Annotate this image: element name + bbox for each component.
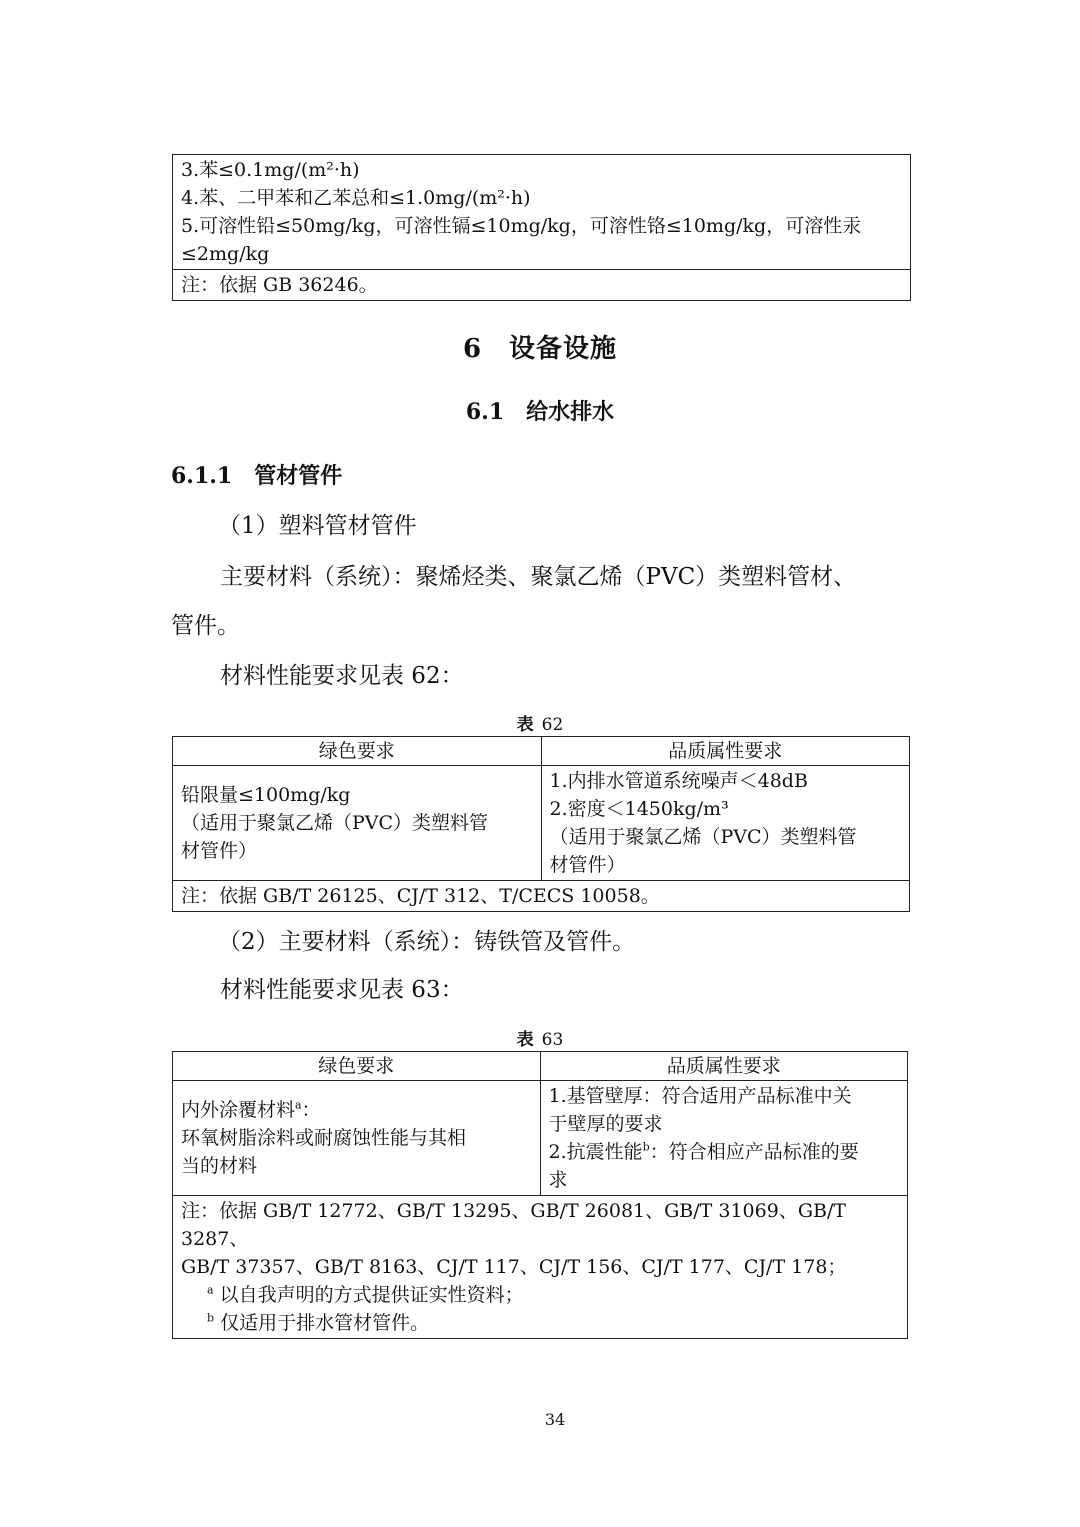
cell-text: 2.抗震性能 — [548, 1141, 643, 1163]
cell-line: 环氧树脂涂料或耐腐蚀性能与其相 — [181, 1127, 467, 1149]
table-62 — [172, 736, 910, 912]
cell-line: 1.基管壁厚：符合适用产品标准中关 — [548, 1085, 852, 1107]
paragraph-ref-table-63: 材料性能要求见表 63： — [220, 977, 464, 1003]
cell-line: 材管件） — [549, 854, 626, 876]
table-63 — [172, 1051, 908, 1339]
table-line: ≤2mg/kg — [181, 243, 270, 265]
cell-text: ： — [301, 1099, 321, 1121]
table-63-caption — [0, 1025, 1080, 1050]
caption-label: 表 — [516, 715, 534, 735]
header-green: 绿色要求 — [173, 737, 542, 766]
footnote-text: 以自我声明的方式提供证实性资料； — [213, 1284, 524, 1306]
cell-green-requirement — [173, 1081, 541, 1196]
table-62-caption — [0, 710, 1080, 735]
continued-table — [172, 154, 911, 301]
footnote-mark: a — [207, 1283, 214, 1297]
cell-text: ：符合相应产品标准的要 — [649, 1141, 859, 1163]
section-heading: 6 设备设施 — [462, 334, 618, 364]
cell-line: 铅限量≤100mg/kg — [181, 784, 351, 806]
cell-quality-requirement — [540, 1081, 908, 1196]
page-number: 34 — [544, 1410, 566, 1429]
cell-line: 求 — [548, 1169, 568, 1191]
paragraph-ref-table-62: 材料性能要求见表 62： — [220, 663, 464, 689]
table-line: 4.苯、二甲苯和乙苯总和≤1.0mg/(m²·h) — [181, 187, 531, 209]
table-note: 注：依据 GB 36246。 — [173, 270, 911, 301]
paragraph-item-1: （1）塑料管材管件 — [218, 513, 417, 539]
continued-table-body — [173, 155, 911, 270]
paragraph-main-materials-cont: 管件。 — [171, 613, 240, 639]
table-line: 5.可溶性铅≤50mg/kg，可溶性镉≤10mg/kg，可溶性铬≤10mg/kg，可溶性汞 — [181, 215, 862, 237]
header-green: 绿色要求 — [173, 1052, 541, 1081]
cell-line: 于壁厚的要求 — [548, 1113, 663, 1135]
cell-line: 1.内排水管道系统噪声＜48dB — [549, 770, 808, 792]
cell-line — [181, 1096, 532, 1124]
cell-line: 当的材料 — [181, 1155, 258, 1177]
cell-line: （适用于聚氯乙烯（PVC）类塑料管 — [549, 826, 857, 848]
footnote-mark: b — [207, 1311, 215, 1325]
subsection-heading: 6.1 给水排水 — [465, 399, 615, 425]
cell-line: （适用于聚氯乙烯（PVC）类塑料管 — [181, 812, 489, 834]
caption-number: 62 — [541, 715, 564, 735]
footnote-mark: b — [642, 1140, 650, 1154]
caption-number: 63 — [541, 1030, 564, 1050]
cell-green-requirement — [173, 766, 542, 881]
header-quality: 品质属性要求 — [540, 1052, 908, 1081]
table-62-note: 注：依据 GB/T 26125、CJ/T 312、T/CECS 10058。 — [173, 881, 910, 912]
table-line: 3.苯≤0.1mg/(m²·h) — [181, 159, 360, 181]
paragraph-main-materials: 主要材料（系统）：聚烯烃类、聚氯乙烯（PVC）类塑料管材、 — [220, 564, 857, 590]
footnote-b — [181, 1309, 899, 1337]
cell-text: 内外涂覆材料 — [181, 1099, 296, 1121]
header-quality: 品质属性要求 — [541, 737, 910, 766]
cell-quality-requirement — [541, 766, 910, 881]
table-63-note — [173, 1196, 908, 1339]
note-line: GB/T 37357、GB/T 8163、CJ/T 117、CJ/T 156、CJ/T 177、CJ/T 178； — [181, 1256, 847, 1278]
cell-line: 材管件） — [181, 840, 258, 862]
cell-line: 2.密度＜1450kg/m³ — [549, 798, 729, 820]
cell-line — [549, 1138, 900, 1166]
note-line: 注：依据 GB/T 12772、GB/T 13295、GB/T 26081、GB/T 31069、GB/T 3287、 — [181, 1200, 847, 1250]
footnote-text: 仅适用于排水管材管件。 — [214, 1312, 430, 1334]
footnote-a — [181, 1281, 899, 1309]
subsubsection-heading: 6.1.1 管材管件 — [171, 463, 343, 489]
paragraph-item-2: （2）主要材料（系统）：铸铁管及管件。 — [218, 929, 636, 955]
footnote-mark: a — [295, 1098, 302, 1112]
caption-label: 表 — [516, 1030, 534, 1050]
